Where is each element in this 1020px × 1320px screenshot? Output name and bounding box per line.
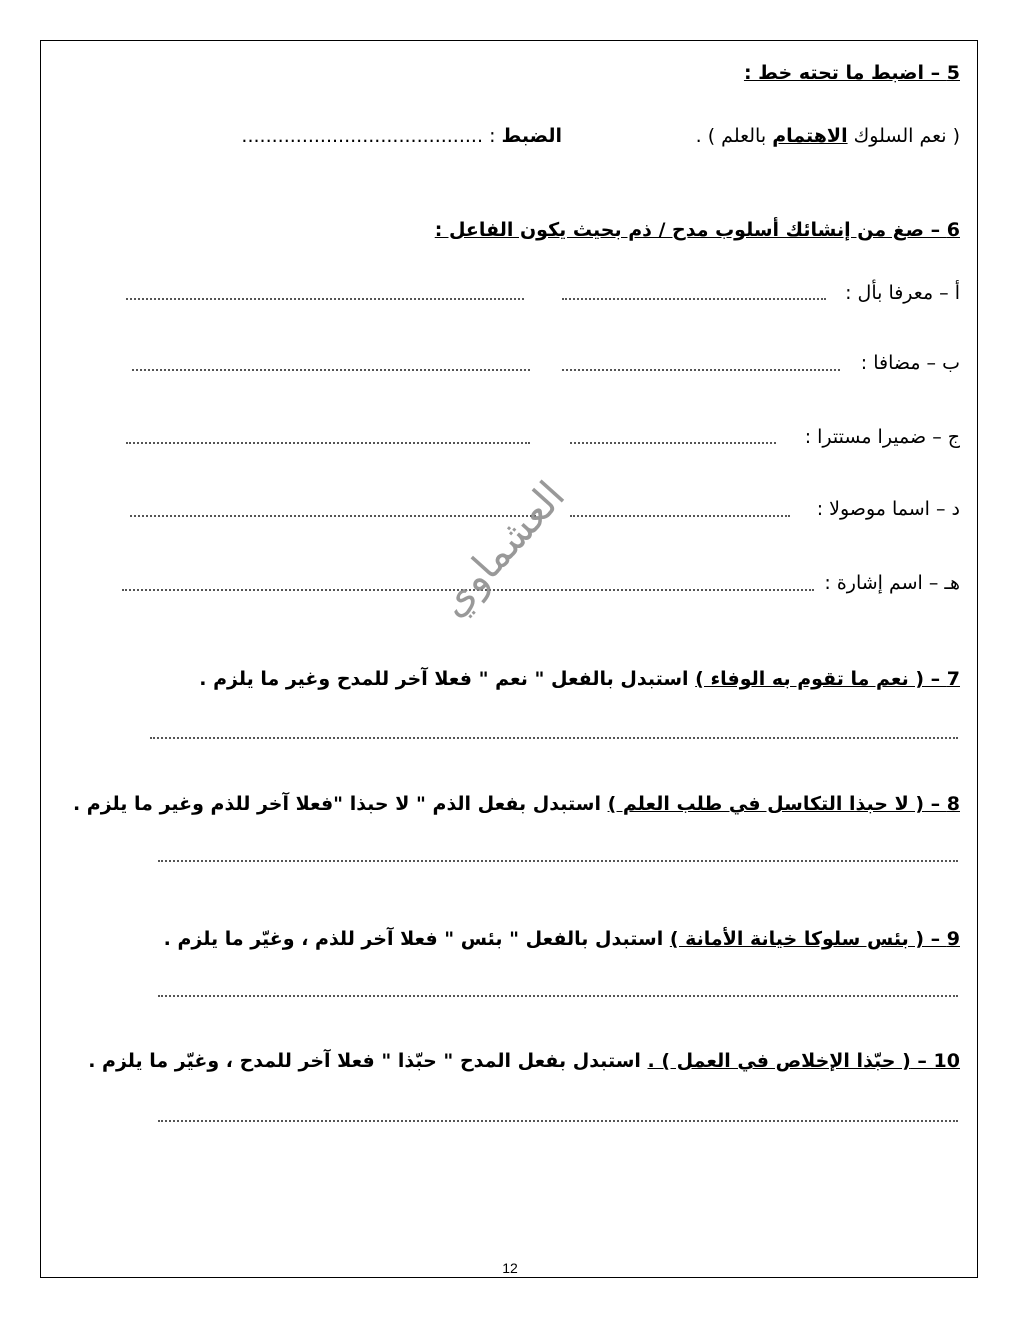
q6-item-c-answer-2[interactable] <box>126 442 530 444</box>
q8-quote: ( لا حبذا التكاسل في طلب العلم ) <box>607 793 925 815</box>
q9-text <box>164 928 960 950</box>
q10-instruction: استبدل بفعل المدح " حبّذا " فعلا آخر للمدح ، وغيّر ما يلزم . <box>88 1050 648 1072</box>
q7-quote: ( نعم ما تقوم به الوفاء ) <box>695 668 925 690</box>
q10-answer[interactable] <box>158 1120 958 1122</box>
q6-item-d-answer-1[interactable] <box>570 515 790 517</box>
q5-sentence <box>696 125 960 147</box>
watermark-text: العشماوي <box>430 472 575 626</box>
q8-text <box>73 793 960 815</box>
q6-title: 6 – صغ من إنشائك أسلوب مدح / ذم بحيث يكون الفاعل : <box>434 219 960 241</box>
q10-quote: ( حبّذا الإخلاص في العمل ) . <box>647 1050 911 1072</box>
q5-sentence-open: ( نعم السلوك <box>847 125 960 147</box>
q8-number: 8 – <box>924 793 960 815</box>
q6-item-d-answer-2[interactable] <box>130 515 536 517</box>
q7-answer[interactable] <box>150 737 958 739</box>
q6-item-b-answer-1[interactable] <box>562 369 840 371</box>
q6-item-b: ب – مضافا : <box>860 352 960 374</box>
q9-instruction: استبدل بالفعل " بئس " فعلا آخر للذم ، وغيّر ما يلزم . <box>163 928 670 950</box>
q7-instruction: استبدل بالفعل " نعم " فعلا آخر للمدح وغير ما يلزم . <box>199 668 696 690</box>
q10-number: 10 – <box>910 1050 960 1072</box>
q5-sentence-close: بالعلم ) . <box>695 125 773 147</box>
q6-item-e: هـ – اسم إشارة : <box>824 572 960 594</box>
page-number: 12 <box>502 1260 518 1276</box>
q9-quote: ( بئس سلوكا خيانة الأمانة ) <box>669 928 925 950</box>
q6-item-a-answer-2[interactable] <box>126 298 524 300</box>
q9-number: 9 – <box>924 928 960 950</box>
q5-label-colon: : <box>489 125 502 147</box>
q10-text <box>88 1050 960 1072</box>
q8-instruction: استبدل بفعل الذم " لا حبذا "فعلا آخر للذم وغير ما يلزم . <box>72 793 608 815</box>
q6-item-d: د – اسما موصولا : <box>816 498 960 520</box>
q6-item-c: ج – ضميرا مستترا : <box>804 426 960 448</box>
q5-title: 5 – اضبط ما تحته خط : <box>743 62 960 84</box>
q8-answer[interactable] <box>158 860 958 862</box>
q6-item-c-answer-1[interactable] <box>570 442 776 444</box>
q7-text <box>199 668 960 690</box>
q5-underlined-word: الاهتمام <box>772 125 848 147</box>
q6-item-a-answer-1[interactable] <box>562 298 826 300</box>
q5-label: الضبط <box>501 125 562 147</box>
q5-answer-field[interactable]: ........................................ <box>241 125 484 147</box>
q5-answer-row <box>241 125 562 147</box>
q6-item-b-answer-2[interactable] <box>132 369 530 371</box>
q9-answer[interactable] <box>158 995 958 997</box>
q6-item-a: أ – معرفا بأل : <box>845 282 960 304</box>
q7-number: 7 – <box>924 668 960 690</box>
